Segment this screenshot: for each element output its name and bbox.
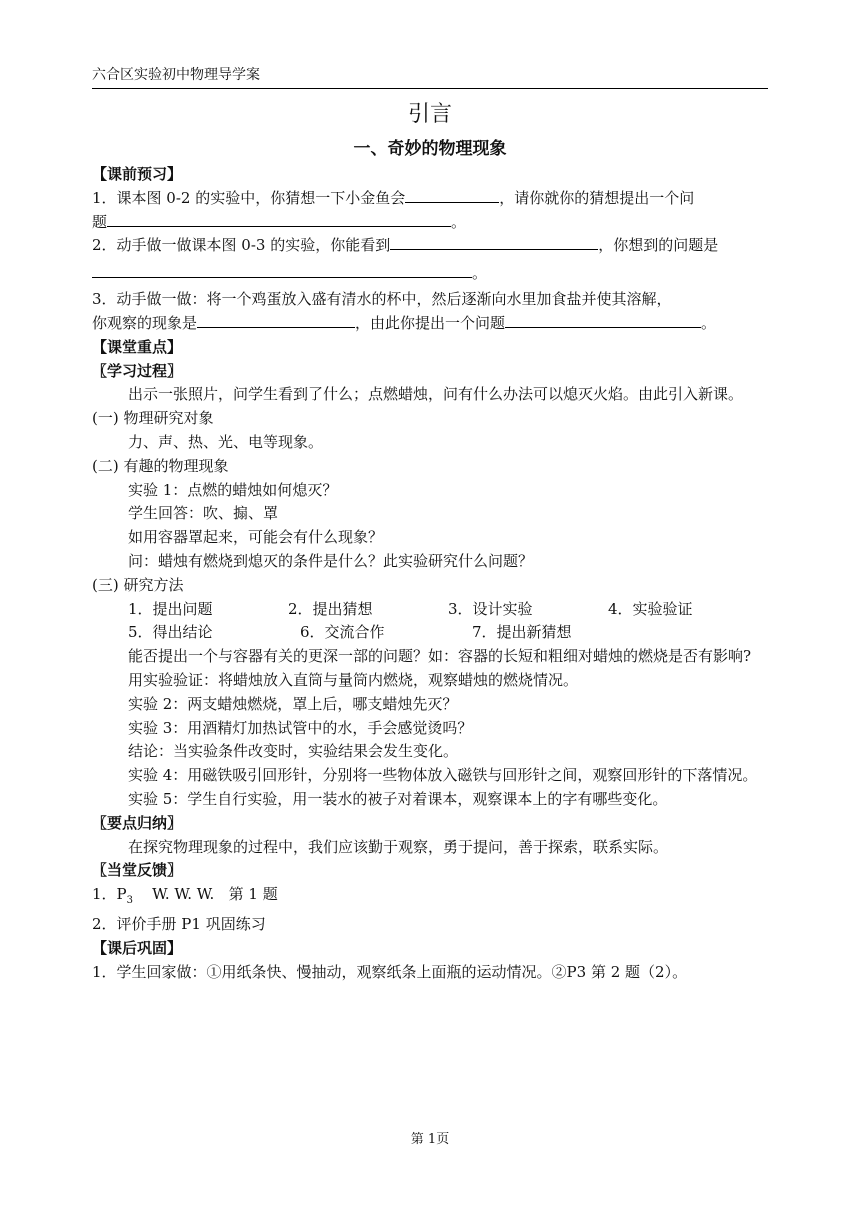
process-p1-body: 力、声、热、光、电等现象。 xyxy=(128,432,324,451)
method-item: 3．设计实验 xyxy=(448,599,533,618)
preview-q1 xyxy=(92,187,768,211)
answer-blank xyxy=(505,312,701,328)
page-footer: 第 1页 xyxy=(410,1132,450,1147)
section-summary: 〖要点归纳〗 xyxy=(92,813,183,832)
q2-text-d: 。 xyxy=(472,264,488,283)
process-deeper-question: 能否提出一个与容器有关的更深一部的问题？如：容器的长短和粗细对蜡烛的燃烧是否有影响? xyxy=(128,647,752,666)
q2-text: 2．动手做一做课本图 0-3 的实验，你能看到 xyxy=(92,236,391,255)
answer-blank xyxy=(107,211,451,227)
page-header: 六合区实验初中物理导学案 xyxy=(92,64,768,89)
page-title: 引言 xyxy=(407,102,452,127)
section-process: 〖学习过程〗 xyxy=(92,361,183,380)
method-item: 2．提出猜想 xyxy=(288,599,373,618)
process-exp5: 实验 5：学生自行实验，用一装水的被子对着课本，观察课本上的字有哪些变化。 xyxy=(128,789,668,808)
consolidate-l1: 1．学生回家做：①用纸条快、慢抽动，观察纸条上面瓶的运动情况。②P3 第 2 题（2）。 xyxy=(92,962,688,981)
q1-text: 1．课本图 0-2 的实验中，你猜想一下小金鱼会 xyxy=(92,188,406,207)
process-p1-title: (一) 物理研究对象 xyxy=(92,409,214,428)
section-focus: 【课堂重点】 xyxy=(92,337,183,356)
answer-blank xyxy=(390,234,598,250)
feedback-l1-a: 1．P xyxy=(92,885,127,904)
section-consolidate: 【课后巩固】 xyxy=(92,938,183,957)
answer-blank xyxy=(405,187,499,203)
answer-blank xyxy=(197,312,355,328)
methods-row-2 xyxy=(92,621,768,645)
q1-text-c: 题 xyxy=(92,212,108,231)
q3-text-b: 你观察的现象是 xyxy=(92,313,198,332)
process-p2-l4: 问：蜡烛有燃烧到熄灭的条件是什么？此实验研究什么问题？ xyxy=(128,551,534,570)
process-exp3: 实验 3：用酒精灯加热试管中的水，手会感觉烫吗？ xyxy=(128,718,473,737)
q2-text-b: ，你想到的问题是 xyxy=(598,236,719,255)
process-exp2: 实验 2：两支蜡烛燃烧，罩上后，哪支蜡烛先灭？ xyxy=(128,694,458,713)
method-item: 5．得出结论 xyxy=(128,623,213,642)
process-exp4: 实验 4：用磁铁吸引回形针，分别将一些物体放入磁铁与回形针之间，观察回形针的下落情况。 xyxy=(128,766,758,785)
process-p2-l1: 实验 1：点燃的蜡烛如何熄灭？ xyxy=(128,480,338,499)
feedback-l1 xyxy=(92,883,768,913)
process-p2-l3: 如用容器罩起来，可能会有什么现象？ xyxy=(128,528,384,547)
preview-q1-cont xyxy=(92,211,768,235)
process-conclusion: 结论：当实验条件改变时，实验结果会发生变化。 xyxy=(128,742,459,761)
section-preview: 【课前预习】 xyxy=(92,165,183,183)
answer-blank xyxy=(92,262,472,278)
process-intro: 出示一张照片，问学生看到了什么；点燃蜡烛，问有什么办法可以熄灭火焰。由此引入新课。 xyxy=(128,385,744,404)
summary-text: 在探究物理现象的过程中，我们应该勤于观察，勇于提问，善于探索，联系实际。 xyxy=(128,837,669,856)
feedback-l1-sub: 3 xyxy=(126,895,134,907)
q3-text-c: ，由此你提出一个问题 xyxy=(355,313,506,332)
feedback-l1-b: W. W. W. 第 1 题 xyxy=(133,885,278,904)
preview-q3: 3．动手做一做：将一个鸡蛋放入盛有清水的杯中，然后逐渐向水里加食盐并使其溶解， xyxy=(92,290,672,309)
preview-q3-cont xyxy=(92,312,768,336)
method-item: 6．交流合作 xyxy=(300,623,385,642)
q1-text-b: ，请你就你的猜想提出一个问 xyxy=(499,188,695,207)
section-feedback: 〖当堂反馈〗 xyxy=(92,861,183,880)
methods-row-1 xyxy=(92,598,768,622)
feedback-l2: 2．评价手册 P1 巩固练习 xyxy=(92,914,266,933)
process-verify: 用实验验证：将蜡烛放入直筒与量筒内燃烧，观察蜡烛的燃烧情况。 xyxy=(128,670,579,689)
preview-q2 xyxy=(92,234,768,258)
q3-text-d: 。 xyxy=(701,313,717,332)
document-page xyxy=(92,64,768,984)
method-item: 1．提出问题 xyxy=(128,599,213,618)
q1-text-d: 。 xyxy=(451,212,467,231)
method-item: 7．提出新猜想 xyxy=(472,623,572,642)
process-p3-title: (三) 研究方法 xyxy=(92,575,184,594)
page-subtitle: 一、奇妙的物理现象 xyxy=(353,139,507,159)
process-p2-l2: 学生回答：吹、搧、罩 xyxy=(128,504,279,523)
process-p2-title: (二) 有趣的物理现象 xyxy=(92,456,229,475)
method-item: 4．实验验证 xyxy=(608,599,693,618)
preview-q2-cont xyxy=(92,258,768,288)
